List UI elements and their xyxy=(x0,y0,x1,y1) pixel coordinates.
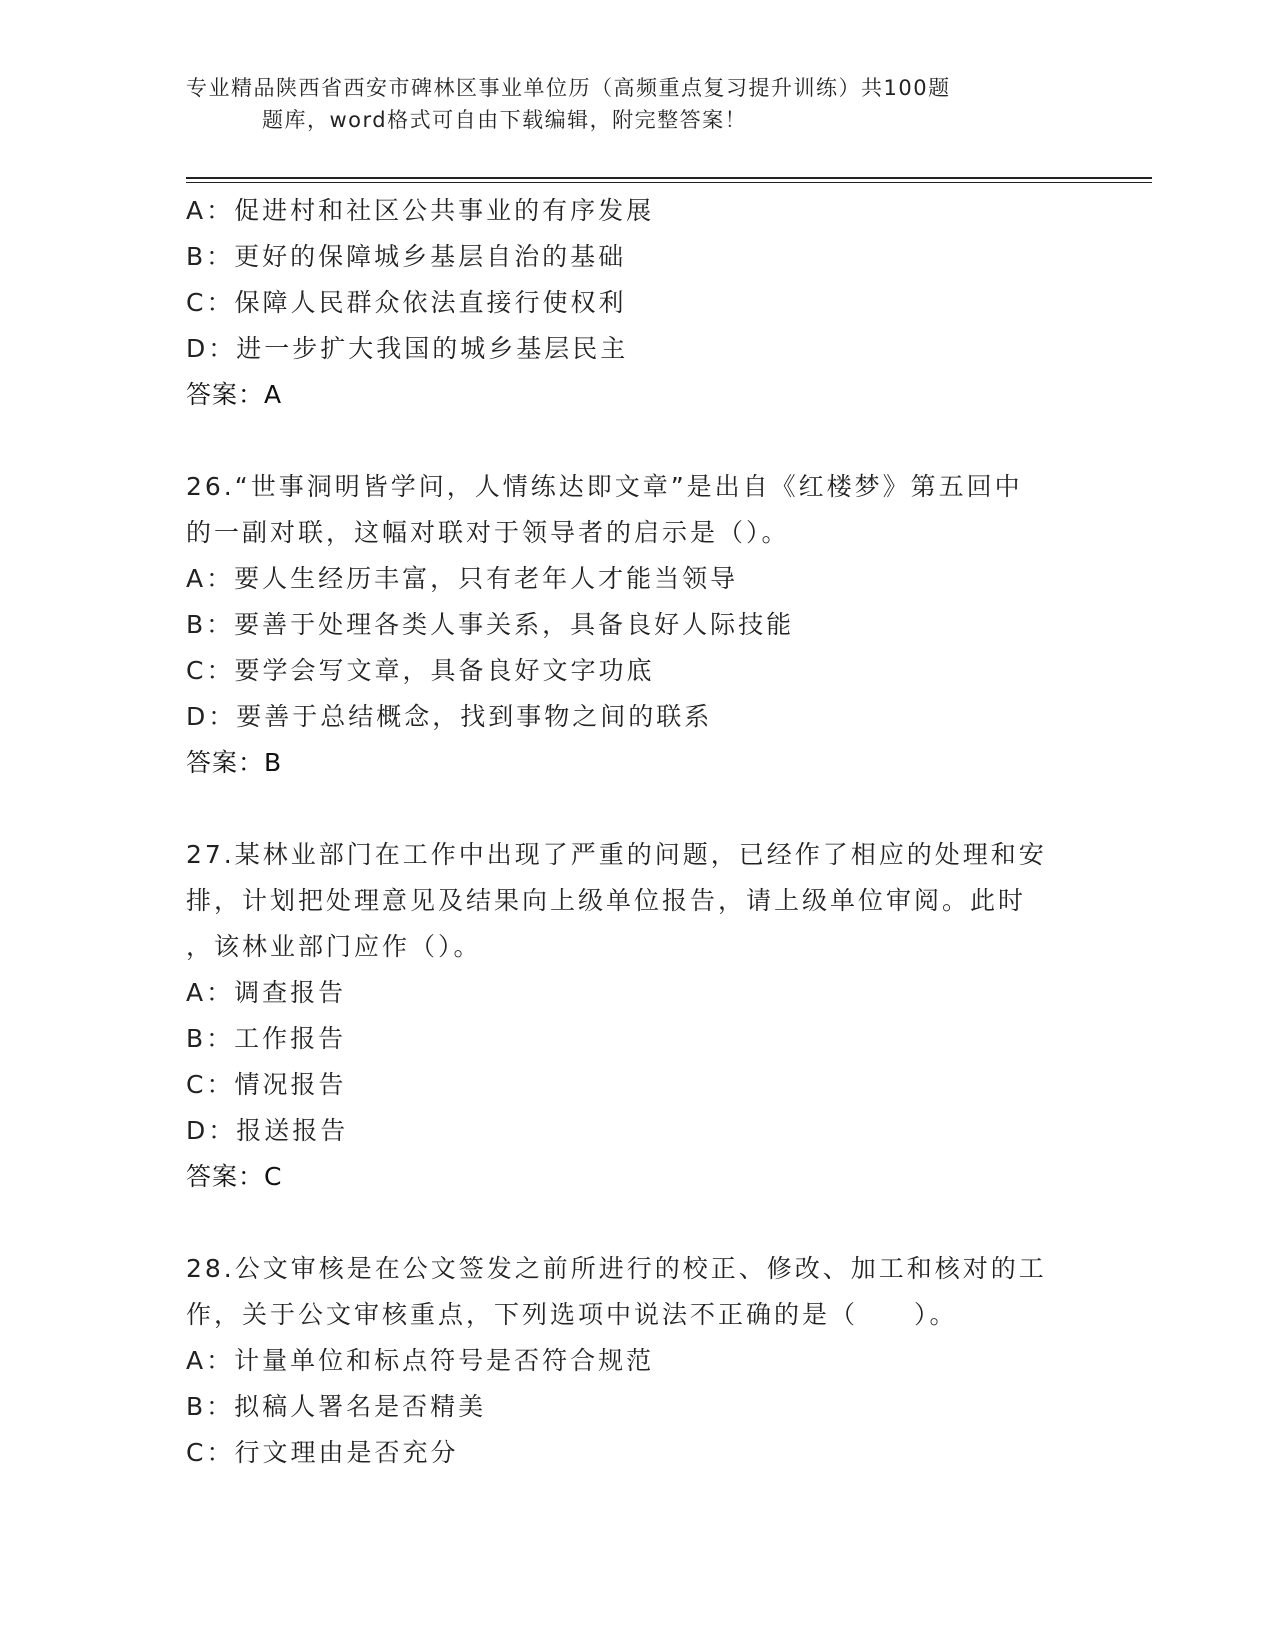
q25-option-c: C：保障人民群众依法直接行使权利 xyxy=(186,288,627,317)
q25-option-d: D：进一步扩大我国的城乡基层民主 xyxy=(186,334,629,363)
q26-option-a: A：要人生经历丰富，只有老年人才能当领导 xyxy=(186,564,739,593)
q28-option-a: A：计量单位和标点符号是否符合规范 xyxy=(186,1346,655,1375)
header-title-line-1: 专业精品陕西省西安市碑林区事业单位历（高频重点复习提升训练）共100题 xyxy=(186,76,951,100)
q27-option-a: A：调查报告 xyxy=(186,978,347,1007)
q28-stem-line-2: 作，关于公文审核重点，下列选项中说法不正确的是（ ）。 xyxy=(186,1300,958,1329)
q27-stem-line-3: ，该林业部门应作（）。 xyxy=(186,932,482,961)
q27-answer: 答案：C xyxy=(186,1162,283,1191)
q27-stem-line-1: 27.某林业部门在工作中出现了严重的问题，已经作了相应的处理和安 xyxy=(186,840,1047,869)
q25-option-b: B：更好的保障城乡基层自治的基础 xyxy=(186,242,627,271)
q26-stem-line-1: 26.“世事洞明皆学问，人情练达即文章”是出自《红楼梦》第五回中 xyxy=(186,472,1023,501)
q26-stem-line-2: 的一副对联，这幅对联对于领导者的启示是（）。 xyxy=(186,518,790,547)
q27-stem-line-2: 排，计划把处理意见及结果向上级单位报告，请上级单位审阅。此时 xyxy=(186,886,1027,915)
header-title-line-2: 题库，word格式可自由下载编辑，附完整答案！ xyxy=(262,108,748,132)
question-28 xyxy=(186,1246,1086,1476)
q28-stem-line-1: 28.公文审核是在公文签发之前所进行的校正、修改、加工和核对的工 xyxy=(186,1254,1047,1283)
q27-option-d: D：报送报告 xyxy=(186,1116,349,1145)
header-rule-thick xyxy=(186,177,1152,179)
question-26 xyxy=(186,464,1086,786)
question-content xyxy=(186,188,1086,1476)
q25-answer: 答案：A xyxy=(186,380,283,409)
spacer xyxy=(186,786,1086,832)
header-rule-thin xyxy=(186,182,1152,183)
question-25 xyxy=(186,188,1086,418)
spacer xyxy=(186,418,1086,464)
q27-option-c: C：情况报告 xyxy=(186,1070,347,1099)
q27-option-b: B：工作报告 xyxy=(186,1024,347,1053)
q26-option-d: D：要善于总结概念，找到事物之间的联系 xyxy=(186,702,713,731)
document-header xyxy=(186,72,1086,136)
q26-answer: 答案：B xyxy=(186,748,283,777)
q28-option-b: B：拟稿人署名是否精美 xyxy=(186,1392,487,1421)
q26-option-c: C：要学会写文章，具备良好文字功底 xyxy=(186,656,655,685)
question-27 xyxy=(186,832,1086,1200)
spacer xyxy=(186,1200,1086,1246)
q26-option-b: B：要善于处理各类人事关系，具备良好人际技能 xyxy=(186,610,795,639)
q28-option-c: C：行文理由是否充分 xyxy=(186,1438,459,1467)
q25-option-a: A：促进村和社区公共事业的有序发展 xyxy=(186,196,655,225)
